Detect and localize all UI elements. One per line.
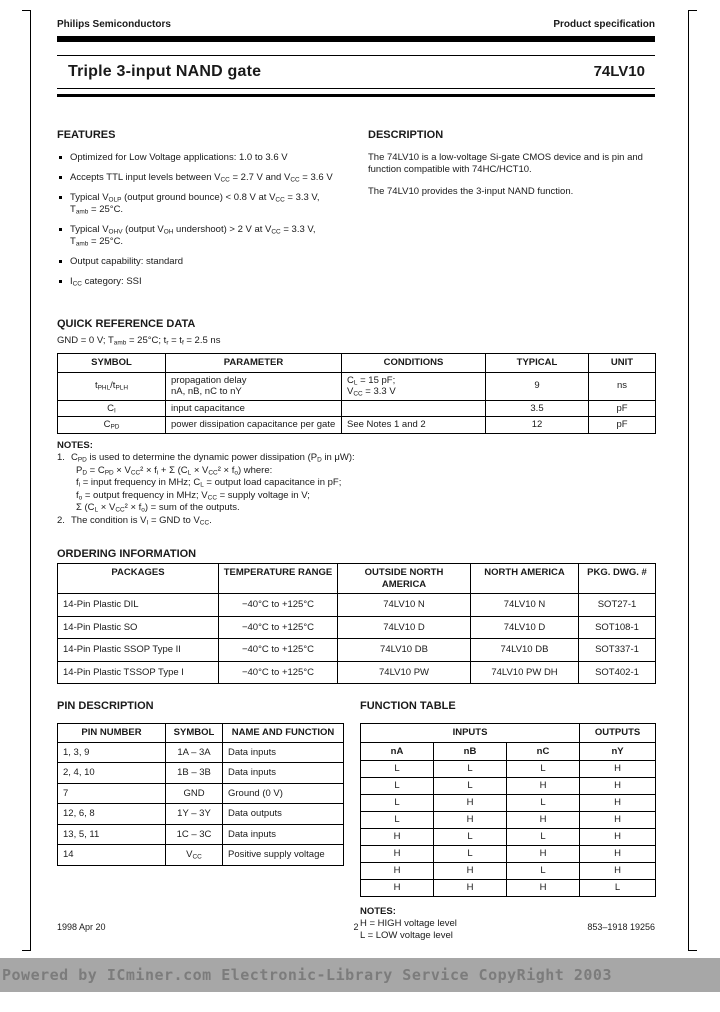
cell: $C_{PD}$ [58,417,166,434]
table-row [361,761,656,778]
table-row [361,880,656,897]
table-row [361,812,656,829]
quick-reference-conditions: GND = 0 V; $T_{amb} = 25^\circ C$; $t_r = t_f = 2.5$ ns [57,335,221,347]
cell: 14-Pin Plastic TSSOP Type I [58,661,219,684]
cell: L [507,829,580,846]
cell: H [580,846,656,863]
cell: Data outputs [223,804,344,825]
description-section [368,129,655,296]
bullet-icon [59,260,62,263]
bullet-icon [59,156,62,159]
cell: 9 [486,372,589,400]
bullet-icon [59,228,62,231]
title-rule-thick [57,94,655,97]
cell: L [434,829,507,846]
cell: L [434,846,507,863]
cell: GND [166,783,223,804]
note-text: The condition is $V_I$ = GND to $V_{CC}$. [71,514,212,527]
cell: Data inputs [223,824,344,845]
table-row [58,400,656,417]
cell: H [580,829,656,846]
cell: H [434,880,507,897]
cell: Ground (0 V) [223,783,344,804]
column-header: nY [580,742,656,761]
cell: H [580,795,656,812]
notes-heading: NOTES: [57,439,93,451]
fn-note: L = LOW voltage level [360,930,453,941]
page-title: Triple 3-input NAND gate [68,63,262,80]
column-header: SYMBOL [166,724,223,743]
part-number: 74LV10 [593,63,645,80]
cell: L [361,761,434,778]
column-header: OUTSIDE NORTH AMERICA [338,564,471,594]
cell: Data inputs [223,742,344,763]
cell: −40°C to +125°C [219,594,338,617]
title-block [57,55,655,97]
table-header-row [361,724,656,743]
table-row [58,783,344,804]
cell: H [507,880,580,897]
cell: $t_{PHL}/t_{PLH}$ [58,372,166,400]
column-header: nA [361,742,434,761]
cell: 1A – 3A [166,742,223,763]
note-item [57,515,655,527]
datasheet-page [57,14,655,942]
column-header: PIN NUMBER [58,724,166,743]
cell [342,400,486,417]
column-header: nB [434,742,507,761]
table-row [58,804,344,825]
title-rule-thin [57,88,655,89]
note-item [57,452,655,464]
footer-doc-code: 853–1918 19256 [587,922,655,932]
cell: H [434,863,507,880]
cell: 12 [486,417,589,434]
fn-inputs-header: INPUTS [361,724,580,743]
cell: H [507,846,580,863]
ordering-heading: ORDERING INFORMATION [57,548,197,560]
cell: H [507,812,580,829]
quick-reference-section [57,318,655,526]
feature-text: Typical $V_{OHV}$ (output $V_{OH}$ undershoot) > 2 V at $V_{CC} = 3.3$ V, $T_{amb} = 25^\circ C$. [70,224,316,248]
crop-mark-bottom-left [22,950,31,951]
cell: H [434,812,507,829]
fn-note: H = HIGH voltage level [360,918,457,929]
cell: 7 [58,783,166,804]
bullet-icon [59,176,62,179]
cell: See Notes 1 and 2 [342,417,486,434]
feature-text: $I_{CC}$ category: SSI [70,276,142,288]
page-frame-right [688,10,689,951]
quick-reference-heading: QUICK REFERENCE DATA [57,318,196,330]
crop-mark-top-left [22,10,31,11]
table-row [361,829,656,846]
table-header-row [58,724,344,743]
table-row [58,742,344,763]
column-header: PACKAGES [58,564,219,594]
crop-mark-top-right [688,10,697,11]
ordering-table [57,563,656,684]
cell: ns [589,372,656,400]
spec-type: Product specification [553,19,655,30]
header-rule [57,36,655,42]
features-description-section [57,129,655,296]
watermark-text: Powered by ICminer.com Electronic-Library Service CopyRight 2003 [2,966,612,984]
note-text: $C_{PD}$ is used to determine the dynamic power dissipation ($P_D$ in μW): [71,452,355,464]
bullet-icon [59,280,62,283]
cell: L [361,795,434,812]
function-table-section [360,700,655,942]
cell: 14-Pin Plastic SSOP Type II [58,639,219,662]
cell: Positive supply voltage [223,845,344,866]
cell: 74LV10 DB [471,639,579,662]
cell: L [580,880,656,897]
column-header: UNIT [589,354,656,373]
cell: L [507,761,580,778]
cell: L [361,778,434,795]
feature-text: Accepts TTL input levels between $V_{CC} = 2.7$ V and $V_{CC} = 3.6$ V [70,172,333,184]
table-row [361,795,656,812]
note-subline: $f_i$ = input frequency in MHz; $C_L$ = output load capacitance in pF; [76,477,342,489]
table-row [58,639,656,662]
description-paragraph: The 74LV10 is a low-voltage Si-gate CMOS device and is pin and function compatible with 74HC/HCT10. [368,152,643,175]
feature-text: Optimized for Low Voltage applications: 1.0 to 3.6 V [70,152,288,163]
cell: 1C – 3C [166,824,223,845]
footer-date: 1998 Apr 20 [57,922,106,932]
cell: 1B – 3B [166,763,223,784]
cell: H [361,846,434,863]
table-row [361,846,656,863]
features-section [57,129,345,296]
feature-text: Typical $V_{OLP}$ (output ground bounce) < 0.8 V at $V_{CC} = 3.3$ V, $T_{amb} = 25^\circ C$. [70,192,320,216]
cell: H [361,863,434,880]
feature-text: Output capability: standard [70,256,184,267]
table-row [58,763,344,784]
publisher-name: Philips Semiconductors [57,19,171,30]
table-row [58,845,344,866]
crop-mark-bottom-right [688,950,697,951]
pin-description-table [57,723,344,866]
feature-item [57,152,345,164]
table-header-row [58,354,656,373]
cell: 14 [58,845,166,866]
table-row [58,372,656,400]
cell: 74LV10 N [338,594,471,617]
column-header: PARAMETER [166,354,342,373]
cell: SOT402-1 [579,661,656,684]
cell: H [361,880,434,897]
watermark-strip [0,958,720,992]
cell: pF [589,417,656,434]
table-row [58,661,656,684]
table-header-row [361,742,656,761]
cell: 13, 5, 11 [58,824,166,845]
cell: H [580,761,656,778]
cell: pF [589,400,656,417]
cell: 74LV10 D [338,616,471,639]
cell: H [580,863,656,880]
cell: −40°C to +125°C [219,616,338,639]
fn-outputs-header: OUTPUTS [580,724,656,743]
cell: 74LV10 PW [338,661,471,684]
note-number: 1. [57,452,65,463]
cell: L [434,778,507,795]
cell: L [434,761,507,778]
cell: 2, 4, 10 [58,763,166,784]
pin-function-section [57,700,655,942]
column-header: NORTH AMERICA [471,564,579,594]
cell: SOT108-1 [579,616,656,639]
page-frame-left [30,10,31,951]
cell: H [361,829,434,846]
features-heading: FEATURES [57,129,116,141]
table-row [361,863,656,880]
bullet-icon [59,196,62,199]
column-header: TYPICAL [486,354,589,373]
features-list [57,152,345,288]
cell: −40°C to +125°C [219,639,338,662]
cell: 3.5 [486,400,589,417]
column-header: PKG. DWG. # [579,564,656,594]
function-table [360,723,656,897]
cell: H [434,795,507,812]
cell: input capacitance [166,400,342,417]
cell: L [361,812,434,829]
cell: SOT27-1 [579,594,656,617]
cell: 74LV10 DB [338,639,471,662]
cell: 1Y – 3Y [166,804,223,825]
table-header-row [58,564,656,594]
quick-reference-table [57,353,656,434]
column-header: SYMBOL [58,354,166,373]
cell: L [507,863,580,880]
cell: power dissipation capacitance per gate [166,417,342,434]
pin-description-heading: PIN DESCRIPTION [57,700,154,712]
cell: propagation delay nA, nB, nC to nY [166,372,342,400]
cell: 74LV10 D [471,616,579,639]
fn-notes-heading: NOTES: [360,906,396,917]
cell: 14-Pin Plastic SO [58,616,219,639]
notes-section [57,440,655,527]
column-header: nC [507,742,580,761]
cell: H [580,778,656,795]
table-row [58,594,656,617]
cell: 1, 3, 9 [58,742,166,763]
table-row [58,616,656,639]
pin-description-section [57,700,343,942]
note-subline: $P_D = C_{PD} \times V_{CC}^2 \times f_i + \Sigma$ $(C_L \times V_{CC}^2 \times f_o)$ where: [76,464,273,477]
feature-item [57,276,345,288]
feature-item [57,192,345,216]
cell: −40°C to +125°C [219,661,338,684]
column-header: CONDITIONS [342,354,486,373]
description-paragraph: The 74LV10 provides the 3-input NAND function. [368,186,574,197]
cell: 74LV10 PW DH [471,661,579,684]
description-heading: DESCRIPTION [368,129,444,141]
cell: $V_{CC}$ [166,845,223,866]
ordering-section [57,548,655,684]
cell: $C_I$ [58,400,166,417]
page-header [57,14,655,31]
feature-item [57,224,345,248]
cell: 14-Pin Plastic DIL [58,594,219,617]
note-subline: $f_o$ = output frequency in MHz; $V_{CC}$ = supply voltage in V; [76,489,310,502]
cell: H [507,778,580,795]
feature-item [57,172,345,184]
function-table-heading: FUNCTION TABLE [360,700,456,712]
cell: L [507,795,580,812]
note-number: 2. [57,514,65,526]
footer-page-number: 2 [353,922,359,932]
cell: H [580,812,656,829]
note-subline: Σ $(C_L \times V_{CC}^2 \times f_o)$ = sum of the outputs. [76,502,240,514]
cell: 12, 6, 8 [58,804,166,825]
table-row [361,778,656,795]
cell: $C_L = 15$ pF; $V_{CC} = 3.3$ V [342,372,486,400]
feature-item [57,256,345,268]
page-footer [57,922,655,933]
table-row [58,417,656,434]
cell: Data inputs [223,763,344,784]
table-row [58,824,344,845]
cell: SOT337-1 [579,639,656,662]
column-header: NAME AND FUNCTION [223,724,344,743]
cell: 74LV10 N [471,594,579,617]
column-header: TEMPERATURE RANGE [219,564,338,594]
